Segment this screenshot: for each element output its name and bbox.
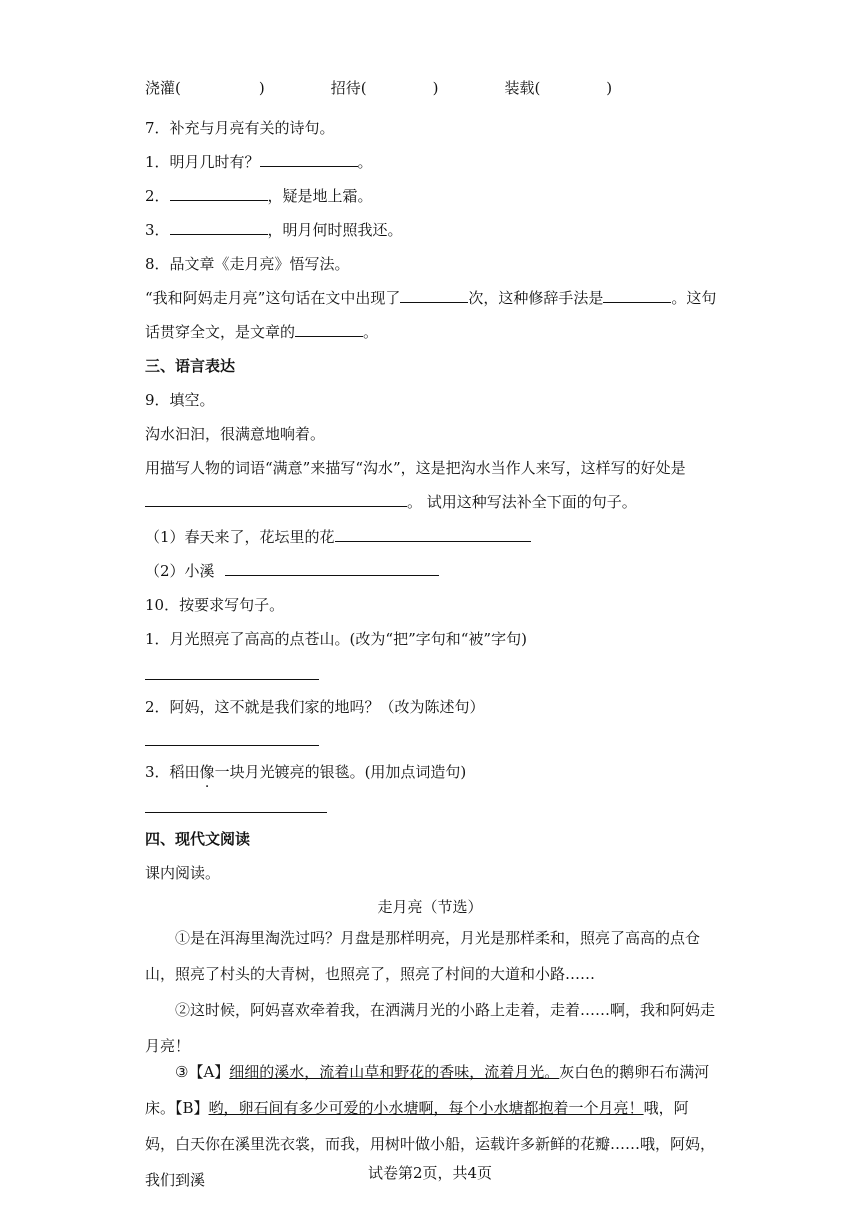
answer-blank[interactable] <box>260 152 358 167</box>
q8-line-2 <box>145 322 378 342</box>
answer-blank[interactable] <box>145 492 407 507</box>
answer-blank[interactable] <box>603 288 671 303</box>
q7-item-3-suffix: ，明月何时照我还。 <box>267 221 403 239</box>
q10-item-2: 2．阿妈，这不就是我们家的地吗？（改为陈述句） <box>145 698 485 716</box>
q8-line1-c: 。这句 <box>671 289 717 307</box>
word-1-close: ) <box>258 79 265 97</box>
reading-intro: 课内阅读。 <box>145 864 221 882</box>
word-3-close: ) <box>606 79 613 97</box>
q9-blank-line <box>145 492 637 512</box>
q7-item-2-suffix: ，疑是地上霜。 <box>267 187 373 205</box>
q10-title: 10．按要求写句子。 <box>145 596 285 614</box>
q8-line1-a: “我和阿妈走月亮”这句话在文中出现了 <box>145 289 401 307</box>
q9-sub-2 <box>145 561 439 581</box>
q10-item-1: 1．月光照亮了高高的点苍山。(改为“把”字句和“被”字句) <box>145 630 527 648</box>
word-2-close: ) <box>432 79 439 97</box>
q9-quote: 沟水汩汩，很满意地响着。 <box>145 425 326 443</box>
underlined-sentence-a: 细细的溪水，流着山草和野花的香味，流着月光。 <box>229 1063 560 1081</box>
p3-text-d: 哦，阿妈，白天你在溪里洗衣裳，而我，用树叶做小船，运载许多新鲜的花瓣……哦，阿妈，我们到溪 <box>145 1099 716 1189</box>
underlined-sentence-b: 哟，卵石间有多少可爱的小水塘啊，每个小水塘都抱着一个月亮！ <box>208 1099 644 1117</box>
emphasis-dot-word: 像 <box>199 763 215 781</box>
q8-line1-b: 次，这种修辞手法是 <box>468 289 604 307</box>
q7-item-2-prefix: 2． <box>145 187 170 205</box>
q8-title: 8．品文章《走月亮》悟写法。 <box>145 255 350 273</box>
reading-paragraph-2: ②这时候，阿妈喜欢牵着我，在洒满月光的小路上走着，走着……啊，我和阿妈走月亮！ <box>145 1001 716 1055</box>
reading-title: 走月亮（节选） <box>377 898 483 916</box>
q8-line-1 <box>145 288 716 308</box>
q7-item-1-suffix: 。 <box>357 153 373 171</box>
q10-item3-b: 一块月光镀亮的银毯。(用加点词造句) <box>214 763 467 781</box>
answer-blank[interactable] <box>170 220 268 235</box>
answer-blank[interactable] <box>335 527 531 542</box>
marker-b: 【B】 <box>175 1099 209 1117</box>
q7-title: 7．补充与月亮有关的诗句。 <box>145 119 335 137</box>
q7-item-1 <box>145 152 373 172</box>
q7-item-2 <box>145 186 373 206</box>
answer-blank[interactable] <box>400 288 468 303</box>
section-3-heading: 三、语言表达 <box>145 357 236 375</box>
word-3: 装载( <box>504 79 541 97</box>
q7-item-3 <box>145 220 403 240</box>
word-2: 招待( <box>330 79 367 97</box>
reading-paragraph-1: ①是在洱海里淘洗过吗？月盘是那样明亮，月光是那样柔和，照亮了高高的点仓山，照亮了村头的大青树，也照亮了，照亮了村间的大道和小路…… <box>145 929 701 983</box>
answer-blank[interactable] <box>225 561 439 576</box>
q9-after-blank: 。 试用这种写法补全下面的句子。 <box>407 493 637 511</box>
answer-line-1[interactable] <box>145 679 319 680</box>
q6-words-line <box>145 78 612 98</box>
word-1: 浇灌( <box>145 79 181 97</box>
p3-text-b: 灰白色的鹅卵石布满河床。 <box>145 1063 710 1117</box>
q9-sub1-text: （1）春天来了，花坛里的花 <box>145 528 335 546</box>
q7-item-3-prefix: 3． <box>145 221 170 239</box>
q9-sub-1 <box>145 527 531 547</box>
answer-line-2[interactable] <box>145 745 319 746</box>
answer-blank[interactable] <box>295 322 363 337</box>
q7-item-1-prefix: 1．明月几时有？ <box>145 153 260 171</box>
q10-item3-a: 3．稻田 <box>145 763 200 781</box>
answer-line-3[interactable] <box>145 812 327 813</box>
page-footer: 试卷第2页，共4页 <box>367 1164 493 1182</box>
q9-title: 9．填空。 <box>145 391 215 409</box>
q8-line2-b: 。 <box>363 323 379 341</box>
section-4-heading: 四、现代文阅读 <box>145 830 251 848</box>
q9-sub2-text: （2）小溪 <box>145 562 215 580</box>
marker-a: ③【A】 <box>175 1063 230 1081</box>
q10-item-3 <box>145 762 466 782</box>
answer-blank[interactable] <box>170 186 268 201</box>
q9-line: 用描写人物的词语“满意”来描写“沟水”，这是把沟水当作人来写，这样写的好处是 <box>145 459 686 477</box>
q8-line2-a: 话贯穿全文，是文章的 <box>145 323 296 341</box>
